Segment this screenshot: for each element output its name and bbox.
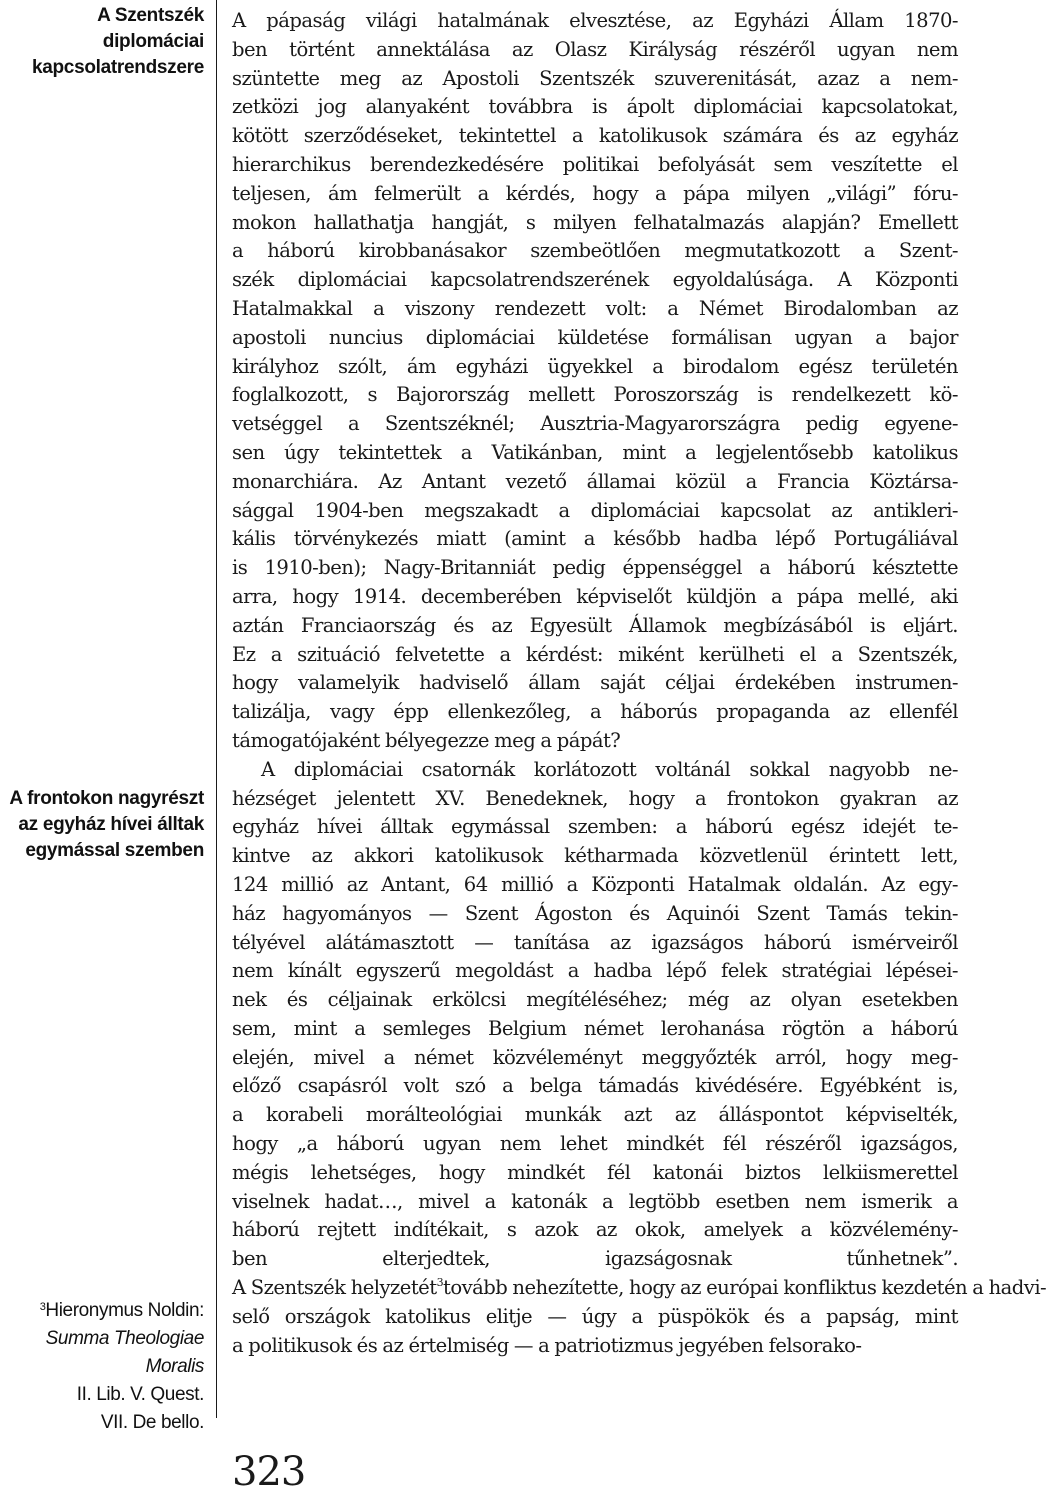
body-line: apostoli nuncius diplomáciai küldetése formálisan ugyan a bajor <box>232 325 958 349</box>
body-line: ház hagyományos — Szent Ágoston és Aquinói Szent Tamás tekin- <box>232 901 958 925</box>
body-line: szék diplomáciai kapcsolatrendszerének egyoldalúsága. A Központi <box>232 268 958 292</box>
body-line: teljesen, ám felmerült a kérdés, hogy a pápa milyen „világi” fóru- <box>232 181 958 205</box>
column-divider <box>216 0 217 1418</box>
body-line: egyház hívei álltak egymással szemben: a háború egész idejét te- <box>232 815 958 839</box>
body-line: a korabeli morálteológiai munkák azt az álláspontot képviselték, <box>232 1103 958 1127</box>
body-line: hézséget jelentett XV. Benedeknek, hogy a frontokon gyakran az <box>232 786 958 810</box>
body-line: Hatalmakkal a viszony rendezett volt: a Német Birodalomban az <box>232 296 958 320</box>
margin-heading-line: A Szentszék <box>97 5 204 26</box>
body-line: télyével alátámasztott — tanítása az igazságos háború ismérveiről <box>232 930 958 954</box>
body-line: sággal 1904-ben megszakadt a diplomáciai kapcsolat az antikleri- <box>232 498 958 522</box>
body-line: A diplomáciai csatornák korlátozott voltánál sokkal nagyobb ne- <box>261 757 958 781</box>
body-line: mokon hallathatja hangját, s milyen felhatalmazás alapján? Emellett <box>232 210 958 234</box>
footnote-author: Hieronymus Noldin: <box>45 1300 204 1321</box>
body-line: nem kínált egyszerű megoldást a hadba lépő felek stratégiai lépései- <box>232 959 958 983</box>
body-line: ben történt annektálása az Olasz Királyság részéről ugyan nem <box>232 37 958 61</box>
body-line: háború rejtett indítékait, s azok az okok, amelyek a közvélemény- <box>232 1218 958 1242</box>
margin-heading-line: kapcsolatrendszere <box>31 57 204 78</box>
margin-heading-line: A frontokon nagyrészt <box>9 788 204 809</box>
footnote-title-end: Moralis <box>145 1356 204 1377</box>
footnote-reference: 3 <box>436 1276 444 1290</box>
footnote-line <box>4 1353 204 1409</box>
body-line-segment: tovább nehezítette, hogy az európai konfliktus kezdetén a hadvi- <box>443 1276 1046 1300</box>
footnote-line <box>4 1297 204 1325</box>
body-text <box>232 7 1046 1360</box>
body-line: kötött szerződéseket, tekintettel a katolikusok számára és az egyház <box>232 124 958 148</box>
body-line: A pápaság világi hatalmának elvesztése, az Egyházi Állam 1870- <box>232 9 958 32</box>
footnote-title: Summa Theologiae <box>45 1328 204 1349</box>
body-line: sem, mint a semleges Belgium német lerohanása rögtön a háború <box>232 1016 958 1040</box>
margin-heading-line: egymással szemben <box>25 840 204 861</box>
body-line: a háború kirobbanásakor szembeötlően megmutatkozott a Szent- <box>232 239 958 263</box>
body-line: talizálja, vagy épp ellenkezőleg, a háborús propaganda az ellenfél <box>232 700 958 724</box>
body-line: kális törvénykezés miatt (amint a később hadba lépő Portugáliával <box>232 527 958 551</box>
body-line: is 1910-ben); Nagy-Britanniát pedig éppenséggel a háború késztette <box>232 556 958 580</box>
margin-heading-line: diplomáciai <box>102 31 204 52</box>
margin-heading-line: az egyház hívei álltak <box>18 814 204 835</box>
margin-heading-diplomatic-relations <box>4 3 204 81</box>
footnote <box>4 1297 204 1437</box>
body-line: mégis lehetséges, hogy mindkét fél katonái biztos lelkiismerettel <box>232 1160 958 1184</box>
body-line: támogatójaként bélyegezze meg a pápát? <box>232 728 621 752</box>
body-line-segment: A Szentszék helyzetét <box>232 1276 437 1300</box>
body-line: Ez a szituáció felvetette a kérdést: miként kerülheti el a Szentszék, <box>232 642 958 666</box>
body-line: előző csapásról volt szó a belga támadás kivédésére. Egyébként is, <box>232 1074 958 1098</box>
body-line: királyhoz szólt, ám egyházi ügyekkel a birodalom egész területén <box>232 354 958 378</box>
body-line: ben elterjedtek, igazságosnak tűnhetnek”. <box>232 1247 958 1271</box>
body-line: szüntette meg az Apostoli Szentszék szuverenitását, azaz a nem- <box>232 66 958 90</box>
body-line: sen úgy tekintettek a Vatikánban, mint a legjelentősebb katolikus <box>232 440 958 464</box>
body-line: zetközi jog alanyaként továbbra is ápolt diplomáciai kapcsolatokat, <box>232 95 958 119</box>
margin-heading-fronts <box>4 786 204 864</box>
body-line: nek és céljainak erkölcsi megítéléséhez; még az olyan esetekben <box>232 988 958 1012</box>
footnote-ref-text: II. Lib. V. Quest. <box>76 1384 204 1405</box>
body-line: foglalkozott, s Bajorország mellett Poroszország is rendelkezett kö- <box>232 383 958 407</box>
footnote-number: 3 <box>39 1301 46 1313</box>
margin-column <box>0 0 210 1450</box>
body-line: elején, mivel a német közvéleményt meggyőzték arról, hogy meg- <box>232 1045 958 1069</box>
footnote-line: VII. De bello. <box>100 1412 204 1433</box>
body-line: hogy valamelyik hadviselő állam saját céljai érdekében instrumen- <box>232 671 958 695</box>
body-line: viselnek hadat…, mivel a katonák a legtöbb esetben nem ismerik a <box>232 1189 958 1213</box>
body-line: hogy „a háború ugyan nem lehet mindkét fél részéről igazságos, <box>232 1132 958 1156</box>
body-line: aztán Franciaország és az Egyesült Államok megbízásából is eljárt. <box>232 613 958 637</box>
body-line: monarchiára. Az Antant vezető államai közül a Francia Köztársa- <box>232 469 958 493</box>
body-line: kintve az akkori katolikusok kétharmada közvetlenül érintett lett, <box>232 844 958 868</box>
body-line: selő országok katolikus elitje — úgy a püspökök és a papság, mint <box>232 1304 958 1328</box>
body-line: hierarchikus berendezkedésére politikai befolyását sem veszítette el <box>232 152 958 176</box>
body-line: 124 millió az Antant, 64 millió a Központi Hatalmak oldalán. Az egy- <box>232 872 958 896</box>
body-line <box>232 1274 1046 1303</box>
body-line: vetséggel a Szentszéknél; Ausztria-Magyarországra pedig egyene- <box>232 412 958 436</box>
page-number: 323 <box>232 1449 306 1495</box>
body-line: arra, hogy 1914. decemberében képviselőt küldjön a pápa mellé, aki <box>232 584 958 608</box>
body-line: a politikusok és az értelmiség — a patriotizmus jegyében felsorako- <box>232 1333 862 1357</box>
